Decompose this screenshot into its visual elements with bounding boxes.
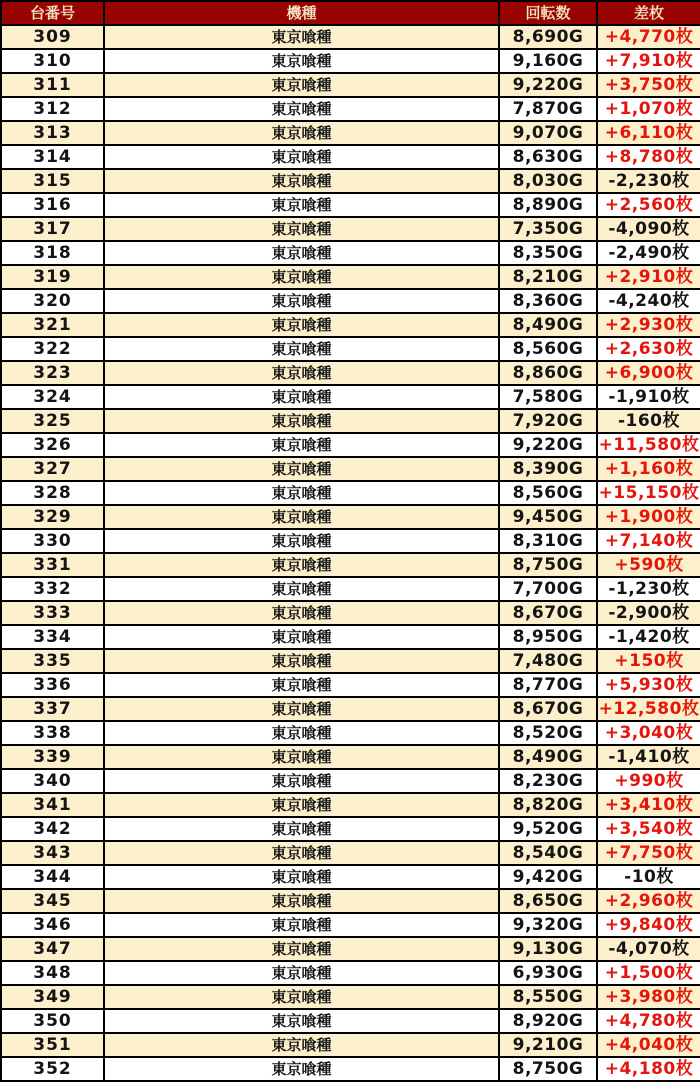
cell-machine-number: 338 xyxy=(1,721,104,745)
cell-model: 東京喰種 xyxy=(104,985,499,1009)
header-cell-model: 機種 xyxy=(104,1,499,25)
cell-machine-number: 350 xyxy=(1,1009,104,1033)
cell-machine-number: 344 xyxy=(1,865,104,889)
table-row xyxy=(1,937,700,961)
cell-machine-number: 348 xyxy=(1,961,104,985)
cell-spin-count: 9,450G xyxy=(499,505,597,529)
table-row xyxy=(1,337,700,361)
table-row xyxy=(1,73,700,97)
cell-spin-count: 8,630G xyxy=(499,145,597,169)
cell-model: 東京喰種 xyxy=(104,913,499,937)
cell-spin-count: 9,320G xyxy=(499,913,597,937)
cell-model: 東京喰種 xyxy=(104,793,499,817)
cell-diff-medals: +12,580枚 xyxy=(598,699,700,719)
cell-diff-medals: +7,750枚 xyxy=(597,841,700,865)
table-row xyxy=(1,505,700,529)
cell-spin-count: 8,820G xyxy=(499,793,597,817)
cell-model: 東京喰種 xyxy=(104,481,499,505)
cell-spin-count: 8,310G xyxy=(499,529,597,553)
cell-spin-count: 8,750G xyxy=(499,1057,597,1081)
cell-diff-medals: +2,960枚 xyxy=(597,889,700,913)
cell-spin-count: 8,550G xyxy=(499,985,597,1009)
cell-model: 東京喰種 xyxy=(104,529,499,553)
cell-model: 東京喰種 xyxy=(104,649,499,673)
cell-machine-number: 352 xyxy=(1,1057,104,1081)
cell-machine-number: 345 xyxy=(1,889,104,913)
table-body xyxy=(1,25,700,1081)
cell-diff-medals: +1,160枚 xyxy=(597,457,700,481)
cell-spin-count: 8,540G xyxy=(499,841,597,865)
cell-model: 東京喰種 xyxy=(104,193,499,217)
cell-machine-number: 351 xyxy=(1,1033,104,1057)
cell-machine-number: 310 xyxy=(1,49,104,73)
table-row xyxy=(1,361,700,385)
cell-diff-medals: +9,840枚 xyxy=(597,913,700,937)
cell-machine-number: 326 xyxy=(1,433,104,457)
cell-spin-count: 8,860G xyxy=(499,361,597,385)
cell-machine-number: 342 xyxy=(1,817,104,841)
cell-model: 東京喰種 xyxy=(104,49,499,73)
cell-diff-medals: +150枚 xyxy=(597,649,700,673)
table-row xyxy=(1,577,700,601)
table-row xyxy=(1,97,700,121)
table-row xyxy=(1,25,700,49)
cell-machine-number: 328 xyxy=(1,481,104,505)
table-row xyxy=(1,145,700,169)
cell-machine-number: 317 xyxy=(1,217,104,241)
table-row xyxy=(1,1057,700,1081)
cell-diff-medals: +2,910枚 xyxy=(597,265,700,289)
table-header-row xyxy=(1,1,700,25)
cell-diff-medals: +11,580枚 xyxy=(598,435,700,455)
cell-machine-number: 339 xyxy=(1,745,104,769)
cell-diff-medals: +4,180枚 xyxy=(597,1057,700,1081)
cell-spin-count: 8,560G xyxy=(499,481,597,505)
cell-spin-count: 8,950G xyxy=(499,625,597,649)
cell-diff-medals: +1,900枚 xyxy=(597,505,700,529)
cell-diff-medals: +7,910枚 xyxy=(597,49,700,73)
cell-machine-number: 349 xyxy=(1,985,104,1009)
cell-diff-medals: -1,410枚 xyxy=(597,745,700,769)
cell-machine-number: 319 xyxy=(1,265,104,289)
table-row xyxy=(1,457,700,481)
cell-spin-count: 8,350G xyxy=(499,241,597,265)
table-row xyxy=(1,169,700,193)
table-row xyxy=(1,481,700,505)
cell-model: 東京喰種 xyxy=(104,289,499,313)
cell-machine-number: 316 xyxy=(1,193,104,217)
cell-model: 東京喰種 xyxy=(104,337,499,361)
table-row xyxy=(1,289,700,313)
table-row xyxy=(1,673,700,697)
cell-spin-count: 9,130G xyxy=(499,937,597,961)
table-row xyxy=(1,889,700,913)
cell-spin-count: 8,920G xyxy=(499,1009,597,1033)
cell-model: 東京喰種 xyxy=(104,73,499,97)
cell-diff-medals: +15,150枚 xyxy=(598,483,700,503)
cell-machine-number: 337 xyxy=(1,697,104,721)
cell-diff-medals: +4,770枚 xyxy=(597,25,700,49)
table-row xyxy=(1,265,700,289)
cell-diff-medals: +2,630枚 xyxy=(597,337,700,361)
cell-model: 東京喰種 xyxy=(104,961,499,985)
cell-machine-number: 334 xyxy=(1,625,104,649)
cell-machine-number: 343 xyxy=(1,841,104,865)
table-row xyxy=(1,433,700,457)
cell-machine-number: 330 xyxy=(1,529,104,553)
table-row xyxy=(1,49,700,73)
cell-model: 東京喰種 xyxy=(104,25,499,49)
cell-model: 東京喰種 xyxy=(104,409,499,433)
cell-machine-number: 318 xyxy=(1,241,104,265)
cell-spin-count: 8,890G xyxy=(499,193,597,217)
table-row xyxy=(1,865,700,889)
cell-machine-number: 333 xyxy=(1,601,104,625)
cell-model: 東京喰種 xyxy=(104,889,499,913)
table-row xyxy=(1,841,700,865)
cell-spin-count: 7,350G xyxy=(499,217,597,241)
cell-machine-number: 311 xyxy=(1,73,104,97)
cell-diff-medals: -4,090枚 xyxy=(597,217,700,241)
cell-spin-count: 8,650G xyxy=(499,889,597,913)
table-row xyxy=(1,193,700,217)
table-row xyxy=(1,241,700,265)
cell-spin-count: 8,390G xyxy=(499,457,597,481)
cell-spin-count: 7,870G xyxy=(499,97,597,121)
cell-spin-count: 8,560G xyxy=(499,337,597,361)
cell-model: 東京喰種 xyxy=(104,553,499,577)
cell-diff-medals: -1,420枚 xyxy=(597,625,700,649)
cell-machine-number: 340 xyxy=(1,769,104,793)
cell-spin-count: 9,420G xyxy=(499,865,597,889)
table-row xyxy=(1,913,700,937)
cell-model: 東京喰種 xyxy=(104,745,499,769)
table-row xyxy=(1,793,700,817)
cell-model: 東京喰種 xyxy=(104,673,499,697)
cell-model: 東京喰種 xyxy=(104,97,499,121)
cell-diff-medals: -1,910枚 xyxy=(597,385,700,409)
cell-diff-medals: -160枚 xyxy=(597,409,700,433)
cell-spin-count: 7,700G xyxy=(499,577,597,601)
cell-diff-medals: -2,900枚 xyxy=(597,601,700,625)
table-row xyxy=(1,961,700,985)
cell-spin-count: 9,220G xyxy=(499,433,597,457)
cell-spin-count: 7,480G xyxy=(499,649,597,673)
cell-machine-number: 320 xyxy=(1,289,104,313)
cell-model: 東京喰種 xyxy=(104,457,499,481)
cell-spin-count: 8,690G xyxy=(499,25,597,49)
cell-model: 東京喰種 xyxy=(104,385,499,409)
cell-model: 東京喰種 xyxy=(104,241,499,265)
cell-machine-number: 327 xyxy=(1,457,104,481)
cell-diff-medals: +590枚 xyxy=(597,553,700,577)
cell-diff-medals: +2,560枚 xyxy=(597,193,700,217)
table-row xyxy=(1,385,700,409)
cell-spin-count: 9,160G xyxy=(499,49,597,73)
cell-diff-medals: +3,410枚 xyxy=(597,793,700,817)
cell-machine-number: 323 xyxy=(1,361,104,385)
cell-machine-number: 341 xyxy=(1,793,104,817)
cell-model: 東京喰種 xyxy=(104,505,499,529)
cell-diff-medals: +4,780枚 xyxy=(597,1009,700,1033)
cell-model: 東京喰種 xyxy=(104,217,499,241)
cell-machine-number: 331 xyxy=(1,553,104,577)
cell-diff-medals: +8,780枚 xyxy=(597,145,700,169)
cell-model: 東京喰種 xyxy=(104,625,499,649)
cell-diff-medals: +1,070枚 xyxy=(597,97,700,121)
cell-model: 東京喰種 xyxy=(104,313,499,337)
table-row xyxy=(1,721,700,745)
cell-diff-medals: +6,110枚 xyxy=(597,121,700,145)
cell-spin-count: 7,580G xyxy=(499,385,597,409)
cell-machine-number: 314 xyxy=(1,145,104,169)
cell-model: 東京喰種 xyxy=(104,697,499,721)
table-row xyxy=(1,1033,700,1057)
cell-diff-medals: +7,140枚 xyxy=(597,529,700,553)
cell-machine-number: 329 xyxy=(1,505,104,529)
cell-spin-count: 9,220G xyxy=(499,73,597,97)
cell-spin-count: 8,670G xyxy=(499,601,597,625)
cell-machine-number: 309 xyxy=(1,25,104,49)
table-row xyxy=(1,817,700,841)
cell-spin-count: 9,210G xyxy=(499,1033,597,1057)
cell-diff-medals: +1,500枚 xyxy=(597,961,700,985)
table-row xyxy=(1,625,700,649)
table-row xyxy=(1,985,700,1009)
table-row xyxy=(1,649,700,673)
cell-model: 東京喰種 xyxy=(104,1033,499,1057)
header-cell-machine-number: 台番号 xyxy=(1,1,104,25)
cell-model: 東京喰種 xyxy=(104,865,499,889)
table-row xyxy=(1,1009,700,1033)
cell-spin-count: 7,920G xyxy=(499,409,597,433)
cell-diff-medals: +3,040枚 xyxy=(597,721,700,745)
cell-spin-count: 9,070G xyxy=(499,121,597,145)
cell-machine-number: 322 xyxy=(1,337,104,361)
table-row xyxy=(1,121,700,145)
cell-diff-medals: -1,230枚 xyxy=(597,577,700,601)
cell-model: 東京喰種 xyxy=(104,1057,499,1081)
header-cell-spin-count: 回転数 xyxy=(499,1,597,25)
table-row xyxy=(1,313,700,337)
cell-machine-number: 346 xyxy=(1,913,104,937)
cell-model: 東京喰種 xyxy=(104,937,499,961)
cell-machine-number: 321 xyxy=(1,313,104,337)
cell-machine-number: 324 xyxy=(1,385,104,409)
cell-model: 東京喰種 xyxy=(104,817,499,841)
cell-machine-number: 313 xyxy=(1,121,104,145)
cell-spin-count: 8,520G xyxy=(499,721,597,745)
cell-spin-count: 8,230G xyxy=(499,769,597,793)
cell-diff-medals: +3,750枚 xyxy=(597,73,700,97)
cell-model: 東京喰種 xyxy=(104,265,499,289)
cell-machine-number: 335 xyxy=(1,649,104,673)
cell-diff-medals: -4,070枚 xyxy=(597,937,700,961)
cell-spin-count: 9,520G xyxy=(499,817,597,841)
cell-model: 東京喰種 xyxy=(104,433,499,457)
cell-diff-medals: -10枚 xyxy=(597,865,700,889)
cell-machine-number: 336 xyxy=(1,673,104,697)
cell-spin-count: 8,670G xyxy=(499,697,597,721)
cell-model: 東京喰種 xyxy=(104,577,499,601)
table-row xyxy=(1,217,700,241)
cell-spin-count: 8,030G xyxy=(499,169,597,193)
cell-model: 東京喰種 xyxy=(104,601,499,625)
cell-spin-count: 8,490G xyxy=(499,313,597,337)
cell-diff-medals: +6,900枚 xyxy=(597,361,700,385)
cell-diff-medals: -2,490枚 xyxy=(597,241,700,265)
cell-diff-medals: +5,930枚 xyxy=(597,673,700,697)
cell-spin-count: 8,770G xyxy=(499,673,597,697)
cell-model: 東京喰種 xyxy=(104,361,499,385)
table-row xyxy=(1,409,700,433)
cell-spin-count: 8,490G xyxy=(499,745,597,769)
cell-diff-medals: +990枚 xyxy=(597,769,700,793)
table-row xyxy=(1,529,700,553)
cell-diff-medals: +2,930枚 xyxy=(597,313,700,337)
cell-model: 東京喰種 xyxy=(104,841,499,865)
cell-machine-number: 325 xyxy=(1,409,104,433)
cell-machine-number: 332 xyxy=(1,577,104,601)
table-row xyxy=(1,697,700,721)
cell-diff-medals: +3,980枚 xyxy=(597,985,700,1009)
cell-spin-count: 8,360G xyxy=(499,289,597,313)
table-row xyxy=(1,553,700,577)
table-row xyxy=(1,745,700,769)
cell-machine-number: 315 xyxy=(1,169,104,193)
cell-spin-count: 6,930G xyxy=(499,961,597,985)
cell-machine-number: 347 xyxy=(1,937,104,961)
table-row xyxy=(1,769,700,793)
cell-model: 東京喰種 xyxy=(104,1009,499,1033)
cell-model: 東京喰種 xyxy=(104,721,499,745)
cell-model: 東京喰種 xyxy=(104,769,499,793)
cell-diff-medals: +3,540枚 xyxy=(597,817,700,841)
cell-machine-number: 312 xyxy=(1,97,104,121)
cell-diff-medals: -2,230枚 xyxy=(597,169,700,193)
cell-model: 東京喰種 xyxy=(104,145,499,169)
cell-spin-count: 8,750G xyxy=(499,553,597,577)
cell-diff-medals: -4,240枚 xyxy=(597,289,700,313)
header-cell-diff-medals: 差枚 xyxy=(597,1,700,25)
cell-model: 東京喰種 xyxy=(104,169,499,193)
cell-spin-count: 8,210G xyxy=(499,265,597,289)
table-row xyxy=(1,601,700,625)
cell-diff-medals: +4,040枚 xyxy=(597,1033,700,1057)
cell-model: 東京喰種 xyxy=(104,121,499,145)
